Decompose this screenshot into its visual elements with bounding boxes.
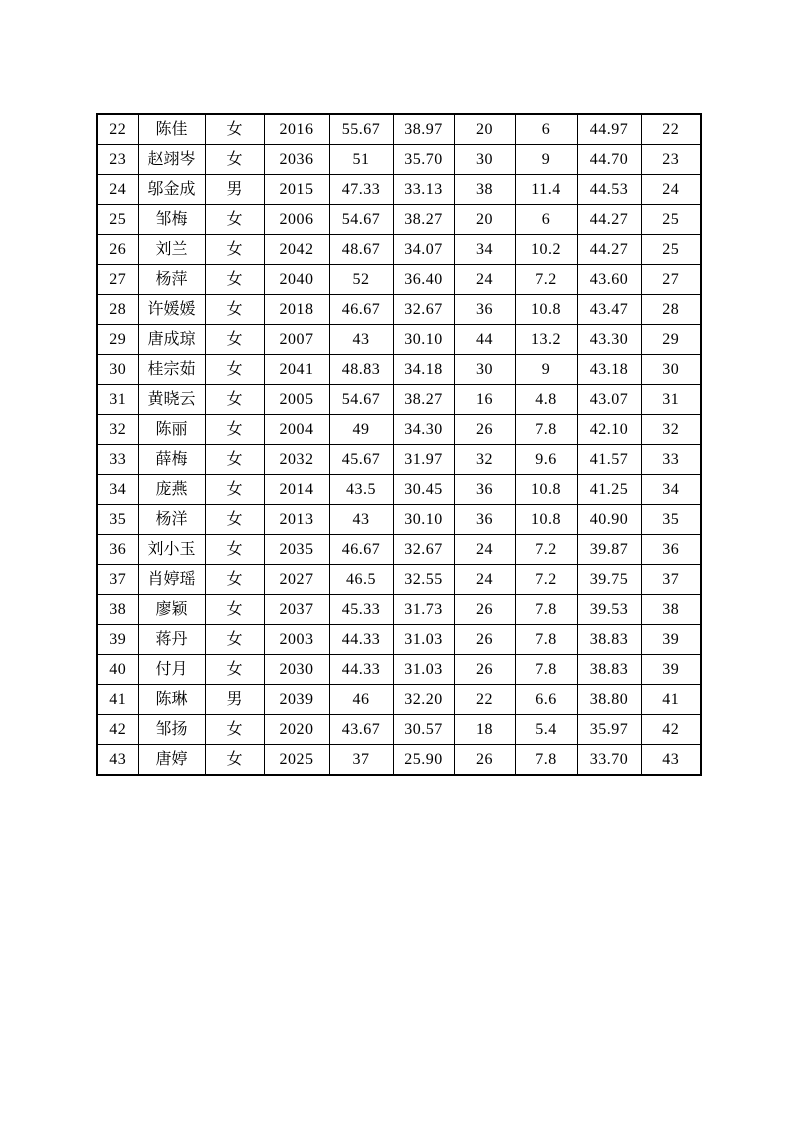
cell-rank: 28 [641, 295, 701, 325]
cell-row-number: 29 [97, 325, 138, 355]
cell-score-2-weighted: 7.8 [515, 655, 577, 685]
cell-score-1-weighted: 32.55 [393, 565, 454, 595]
cell-score-2-weighted: 10.8 [515, 505, 577, 535]
cell-score-1-weighted: 32.67 [393, 295, 454, 325]
cell-score-2-weighted: 7.8 [515, 625, 577, 655]
cell-score-1: 54.67 [329, 385, 393, 415]
cell-score-1: 46.67 [329, 295, 393, 325]
cell-score-1-weighted: 31.03 [393, 625, 454, 655]
cell-exam-number: 2014 [264, 475, 329, 505]
table-row [97, 235, 701, 265]
cell-exam-number: 2007 [264, 325, 329, 355]
cell-exam-number: 2013 [264, 505, 329, 535]
cell-total-score: 43.60 [577, 265, 641, 295]
cell-rank: 30 [641, 355, 701, 385]
cell-score-2: 26 [454, 655, 515, 685]
cell-gender: 女 [205, 505, 264, 535]
cell-gender: 女 [205, 205, 264, 235]
table-row [97, 535, 701, 565]
cell-rank: 24 [641, 175, 701, 205]
table-row [97, 325, 701, 355]
table-row [97, 175, 701, 205]
table-row [97, 595, 701, 625]
cell-name: 付月 [138, 655, 205, 685]
cell-rank: 25 [641, 235, 701, 265]
cell-rank: 35 [641, 505, 701, 535]
table-row [97, 355, 701, 385]
cell-score-1: 43 [329, 505, 393, 535]
cell-total-score: 44.70 [577, 145, 641, 175]
cell-score-2: 20 [454, 114, 515, 145]
cell-rank: 29 [641, 325, 701, 355]
cell-exam-number: 2004 [264, 415, 329, 445]
cell-exam-number: 2016 [264, 114, 329, 145]
cell-name: 陈琳 [138, 685, 205, 715]
cell-row-number: 40 [97, 655, 138, 685]
cell-exam-number: 2032 [264, 445, 329, 475]
cell-score-1-weighted: 34.18 [393, 355, 454, 385]
cell-score-2-weighted: 6 [515, 205, 577, 235]
cell-score-1: 48.83 [329, 355, 393, 385]
cell-exam-number: 2015 [264, 175, 329, 205]
cell-rank: 36 [641, 535, 701, 565]
cell-score-1: 46 [329, 685, 393, 715]
cell-gender: 女 [205, 385, 264, 415]
cell-row-number: 34 [97, 475, 138, 505]
cell-score-2-weighted: 9.6 [515, 445, 577, 475]
cell-gender: 女 [205, 145, 264, 175]
cell-row-number: 42 [97, 715, 138, 745]
cell-score-1-weighted: 38.97 [393, 114, 454, 145]
cell-rank: 27 [641, 265, 701, 295]
cell-score-2-weighted: 7.2 [515, 535, 577, 565]
cell-rank: 32 [641, 415, 701, 445]
cell-total-score: 43.07 [577, 385, 641, 415]
table-row [97, 265, 701, 295]
cell-score-2-weighted: 10.2 [515, 235, 577, 265]
cell-exam-number: 2020 [264, 715, 329, 745]
cell-score-1-weighted: 32.20 [393, 685, 454, 715]
cell-total-score: 35.97 [577, 715, 641, 745]
cell-score-1-weighted: 36.40 [393, 265, 454, 295]
cell-exam-number: 2006 [264, 205, 329, 235]
cell-total-score: 41.25 [577, 475, 641, 505]
table-row [97, 625, 701, 655]
cell-row-number: 24 [97, 175, 138, 205]
cell-name: 许媛媛 [138, 295, 205, 325]
cell-score-2: 30 [454, 355, 515, 385]
cell-total-score: 44.27 [577, 235, 641, 265]
cell-gender: 女 [205, 445, 264, 475]
cell-score-2-weighted: 5.4 [515, 715, 577, 745]
cell-rank: 38 [641, 595, 701, 625]
cell-exam-number: 2035 [264, 535, 329, 565]
cell-score-2: 18 [454, 715, 515, 745]
cell-score-2-weighted: 10.8 [515, 475, 577, 505]
cell-score-2: 26 [454, 625, 515, 655]
cell-score-2-weighted: 6 [515, 114, 577, 145]
cell-score-1-weighted: 34.07 [393, 235, 454, 265]
cell-row-number: 27 [97, 265, 138, 295]
cell-name: 刘兰 [138, 235, 205, 265]
cell-row-number: 30 [97, 355, 138, 385]
cell-name: 唐婷 [138, 745, 205, 776]
cell-name: 赵翊岑 [138, 145, 205, 175]
cell-score-2-weighted: 7.2 [515, 265, 577, 295]
table-row [97, 415, 701, 445]
cell-rank: 31 [641, 385, 701, 415]
cell-row-number: 37 [97, 565, 138, 595]
cell-row-number: 32 [97, 415, 138, 445]
cell-gender: 女 [205, 475, 264, 505]
cell-exam-number: 2039 [264, 685, 329, 715]
cell-gender: 男 [205, 685, 264, 715]
cell-name: 陈佳 [138, 114, 205, 145]
cell-row-number: 23 [97, 145, 138, 175]
cell-score-1: 44.33 [329, 655, 393, 685]
table-row [97, 505, 701, 535]
cell-score-2-weighted: 4.8 [515, 385, 577, 415]
cell-score-2: 32 [454, 445, 515, 475]
cell-rank: 43 [641, 745, 701, 776]
cell-name: 刘小玉 [138, 535, 205, 565]
table-row [97, 655, 701, 685]
cell-score-2: 24 [454, 535, 515, 565]
cell-total-score: 39.53 [577, 595, 641, 625]
cell-score-1: 51 [329, 145, 393, 175]
cell-name: 庞燕 [138, 475, 205, 505]
cell-name: 邹扬 [138, 715, 205, 745]
cell-score-1-weighted: 35.70 [393, 145, 454, 175]
cell-score-2-weighted: 13.2 [515, 325, 577, 355]
cell-total-score: 33.70 [577, 745, 641, 776]
cell-total-score: 38.83 [577, 625, 641, 655]
cell-row-number: 43 [97, 745, 138, 776]
cell-score-2: 26 [454, 415, 515, 445]
table-row [97, 385, 701, 415]
cell-score-1: 37 [329, 745, 393, 776]
cell-score-2: 20 [454, 205, 515, 235]
cell-exam-number: 2018 [264, 295, 329, 325]
cell-total-score: 39.87 [577, 535, 641, 565]
cell-rank: 34 [641, 475, 701, 505]
cell-score-1: 46.5 [329, 565, 393, 595]
cell-name: 廖颖 [138, 595, 205, 625]
cell-gender: 女 [205, 114, 264, 145]
table-row [97, 295, 701, 325]
cell-score-1: 47.33 [329, 175, 393, 205]
cell-total-score: 40.90 [577, 505, 641, 535]
cell-score-2-weighted: 10.8 [515, 295, 577, 325]
cell-score-1-weighted: 38.27 [393, 205, 454, 235]
cell-score-2-weighted: 7.8 [515, 745, 577, 776]
cell-gender: 女 [205, 715, 264, 745]
score-table [96, 113, 702, 776]
table-row [97, 685, 701, 715]
cell-score-2: 34 [454, 235, 515, 265]
cell-name: 肖婷瑶 [138, 565, 205, 595]
cell-name: 邬金成 [138, 175, 205, 205]
cell-score-2-weighted: 11.4 [515, 175, 577, 205]
cell-score-2-weighted: 7.8 [515, 415, 577, 445]
cell-row-number: 36 [97, 535, 138, 565]
table-row [97, 565, 701, 595]
cell-score-1-weighted: 31.03 [393, 655, 454, 685]
cell-gender: 女 [205, 745, 264, 776]
cell-score-1-weighted: 30.45 [393, 475, 454, 505]
cell-score-1: 54.67 [329, 205, 393, 235]
table-row [97, 205, 701, 235]
cell-score-1-weighted: 31.97 [393, 445, 454, 475]
cell-score-1-weighted: 38.27 [393, 385, 454, 415]
cell-rank: 37 [641, 565, 701, 595]
cell-exam-number: 2005 [264, 385, 329, 415]
cell-score-2-weighted: 7.2 [515, 565, 577, 595]
cell-name: 桂宗茹 [138, 355, 205, 385]
cell-name: 杨萍 [138, 265, 205, 295]
cell-total-score: 38.83 [577, 655, 641, 685]
cell-row-number: 33 [97, 445, 138, 475]
cell-score-1: 45.33 [329, 595, 393, 625]
cell-score-2: 26 [454, 745, 515, 776]
cell-name: 杨洋 [138, 505, 205, 535]
cell-total-score: 39.75 [577, 565, 641, 595]
cell-score-2: 30 [454, 145, 515, 175]
cell-total-score: 43.18 [577, 355, 641, 385]
cell-score-2-weighted: 9 [515, 145, 577, 175]
cell-score-1-weighted: 31.73 [393, 595, 454, 625]
cell-rank: 42 [641, 715, 701, 745]
table-row [97, 715, 701, 745]
cell-rank: 39 [641, 655, 701, 685]
cell-row-number: 38 [97, 595, 138, 625]
cell-row-number: 31 [97, 385, 138, 415]
cell-row-number: 39 [97, 625, 138, 655]
cell-rank: 41 [641, 685, 701, 715]
cell-score-2: 36 [454, 475, 515, 505]
cell-total-score: 43.47 [577, 295, 641, 325]
cell-score-1-weighted: 32.67 [393, 535, 454, 565]
cell-name: 陈丽 [138, 415, 205, 445]
cell-exam-number: 2040 [264, 265, 329, 295]
cell-exam-number: 2003 [264, 625, 329, 655]
cell-score-1-weighted: 30.57 [393, 715, 454, 745]
table-row [97, 445, 701, 475]
cell-name: 蒋丹 [138, 625, 205, 655]
cell-total-score: 44.53 [577, 175, 641, 205]
cell-gender: 女 [205, 235, 264, 265]
cell-score-2: 24 [454, 565, 515, 595]
cell-score-1: 45.67 [329, 445, 393, 475]
cell-score-1: 55.67 [329, 114, 393, 145]
cell-gender: 女 [205, 565, 264, 595]
cell-score-2-weighted: 7.8 [515, 595, 577, 625]
cell-rank: 25 [641, 205, 701, 235]
cell-gender: 女 [205, 625, 264, 655]
cell-gender: 女 [205, 415, 264, 445]
cell-gender: 女 [205, 535, 264, 565]
table-row [97, 145, 701, 175]
table-row [97, 745, 701, 776]
cell-gender: 女 [205, 355, 264, 385]
cell-total-score: 44.27 [577, 205, 641, 235]
cell-score-1: 43.67 [329, 715, 393, 745]
cell-score-2: 38 [454, 175, 515, 205]
cell-exam-number: 2030 [264, 655, 329, 685]
cell-exam-number: 2042 [264, 235, 329, 265]
table-row [97, 114, 701, 145]
cell-row-number: 41 [97, 685, 138, 715]
cell-score-2-weighted: 6.6 [515, 685, 577, 715]
cell-gender: 女 [205, 655, 264, 685]
cell-score-2: 36 [454, 505, 515, 535]
cell-score-1: 43.5 [329, 475, 393, 505]
cell-score-1: 46.67 [329, 535, 393, 565]
cell-score-2: 26 [454, 595, 515, 625]
cell-rank: 33 [641, 445, 701, 475]
cell-row-number: 28 [97, 295, 138, 325]
cell-rank: 23 [641, 145, 701, 175]
cell-score-1: 43 [329, 325, 393, 355]
cell-score-1-weighted: 30.10 [393, 505, 454, 535]
cell-score-2: 44 [454, 325, 515, 355]
cell-name: 邹梅 [138, 205, 205, 235]
cell-name: 黄晓云 [138, 385, 205, 415]
cell-total-score: 41.57 [577, 445, 641, 475]
cell-total-score: 38.80 [577, 685, 641, 715]
cell-row-number: 26 [97, 235, 138, 265]
cell-score-1: 52 [329, 265, 393, 295]
cell-rank: 22 [641, 114, 701, 145]
cell-score-2-weighted: 9 [515, 355, 577, 385]
cell-exam-number: 2037 [264, 595, 329, 625]
cell-score-2: 16 [454, 385, 515, 415]
cell-exam-number: 2027 [264, 565, 329, 595]
cell-score-1: 48.67 [329, 235, 393, 265]
cell-gender: 女 [205, 295, 264, 325]
cell-gender: 女 [205, 265, 264, 295]
cell-score-1: 44.33 [329, 625, 393, 655]
cell-score-1-weighted: 34.30 [393, 415, 454, 445]
cell-score-1-weighted: 33.13 [393, 175, 454, 205]
cell-total-score: 43.30 [577, 325, 641, 355]
cell-exam-number: 2036 [264, 145, 329, 175]
cell-score-2: 22 [454, 685, 515, 715]
cell-score-1-weighted: 30.10 [393, 325, 454, 355]
cell-exam-number: 2041 [264, 355, 329, 385]
cell-rank: 39 [641, 625, 701, 655]
cell-score-1-weighted: 25.90 [393, 745, 454, 776]
cell-row-number: 35 [97, 505, 138, 535]
cell-gender: 女 [205, 325, 264, 355]
cell-total-score: 44.97 [577, 114, 641, 145]
cell-name: 唐成琼 [138, 325, 205, 355]
cell-row-number: 22 [97, 114, 138, 145]
cell-score-2: 24 [454, 265, 515, 295]
cell-gender: 女 [205, 595, 264, 625]
cell-total-score: 42.10 [577, 415, 641, 445]
cell-row-number: 25 [97, 205, 138, 235]
table-row [97, 475, 701, 505]
cell-score-2: 36 [454, 295, 515, 325]
cell-gender: 男 [205, 175, 264, 205]
cell-exam-number: 2025 [264, 745, 329, 776]
cell-name: 薛梅 [138, 445, 205, 475]
cell-score-1: 49 [329, 415, 393, 445]
